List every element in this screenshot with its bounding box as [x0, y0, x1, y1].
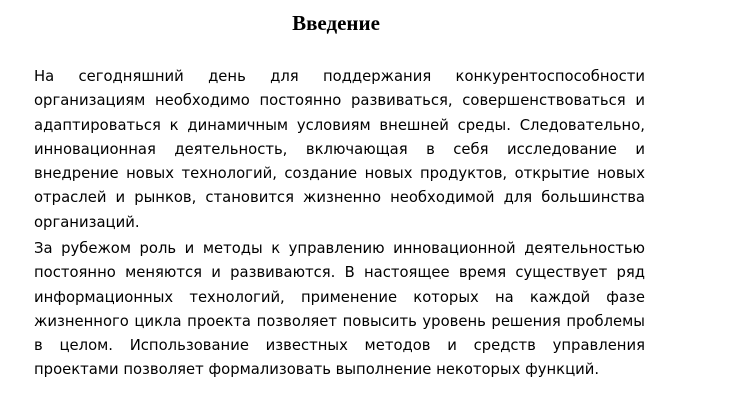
- paragraph-1: На сегодняшний день для поддержания конкурентоспособности организациям необходимо постоянно развиваться, совершенствоваться и адаптироваться к динамичным условиям внешней среды. Следовательно, инновационная деятельность, включающая в себя исследование и внедрение новых технологий, создание новых продуктов, открытие новых отраслей и рынков, становится жизненно необходимой для большинства организаций.: [34, 68, 645, 231]
- paragraph-2: За рубежом роль и методы к управлению инновационной деятельностью постоянно меняются и развиваются. В настоящее время существует ряд информационных технологий, применение которых на каждой фазе жизненного цикла проекта позволяет повысить уровень решения проблемы в целом. Использование известных методов и средств управления проектами позволяет формализовать выполнение некоторых функций.: [34, 240, 645, 379]
- document-title: Введение: [292, 11, 380, 35]
